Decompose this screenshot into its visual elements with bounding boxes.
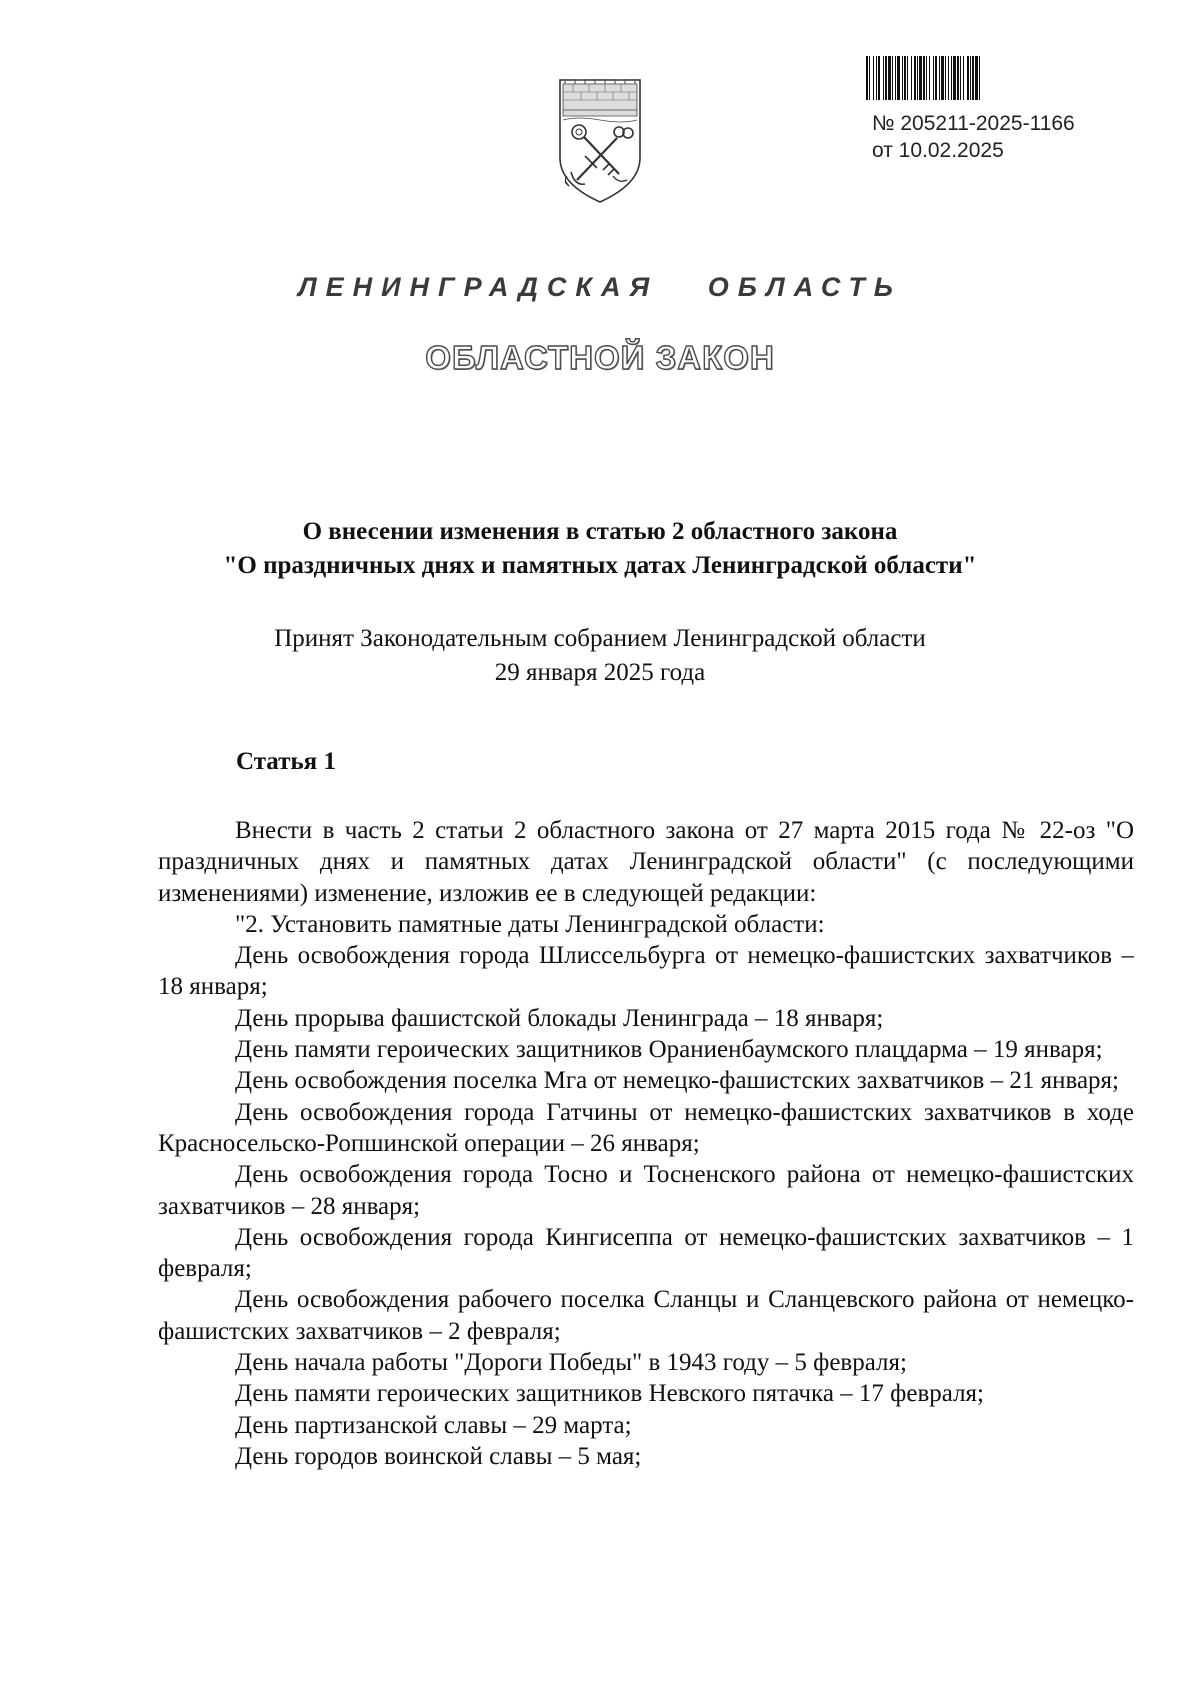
barcode-bar — [967, 56, 969, 100]
registration-date: от 10.02.2025 — [872, 139, 1004, 162]
adoption-line-1: Принят Законодательным собранием Ленинградской области — [274, 625, 926, 652]
adoption-line-2: 29 января 2025 года — [494, 659, 706, 686]
adoption-note — [0, 622, 1200, 690]
paragraph: День освобождения города Тосно и Тосненского района от немецко-фашистских захватчиков – 28 января; — [158, 1161, 1134, 1220]
paragraph: День городов воинской славы – 5 мая; — [235, 1442, 642, 1470]
barcode-bar — [935, 56, 937, 100]
region-name: ЛЕНИНГРАДСКАЯ ОБЛАСТЬ — [298, 272, 902, 302]
barcode-bar — [939, 56, 940, 100]
paragraph: День освобождения города Гатчины от немецко-фашистских захватчиков в ходе Красносельско-Ропшинской операции – 26 января; — [158, 1098, 1134, 1157]
paragraph: День освобождения рабочего поселка Сланцы и Сланцевского района от немецко-фашистских захватчиков – 2 февраля; — [158, 1286, 1134, 1345]
paragraph: День освобождения города Кингисеппа от немецко-фашистских захватчиков – 1 февраля; — [158, 1223, 1134, 1283]
barcode-bar — [970, 56, 971, 100]
paragraph: День партизанской славы – 29 марта; — [235, 1411, 632, 1439]
shield-icon — [557, 76, 643, 206]
barcode-bar — [953, 56, 956, 100]
barcode-bar — [979, 56, 980, 100]
registration-number: № 205211-2025-1166 — [872, 112, 1075, 135]
article-body — [158, 815, 1134, 1472]
paragraph: День начала работы "Дороги Победы" в 1943 году – 5 февраля; — [235, 1349, 907, 1377]
barcode-bar — [907, 56, 908, 100]
barcode-bar — [957, 56, 959, 100]
paragraph: День памяти героических защитников Невского пятачка – 17 февраля; — [235, 1380, 984, 1408]
barcode-bar — [929, 56, 930, 100]
law-title-line-2: "О праздничных днях и памятных датах Ленинградской области" — [223, 552, 977, 579]
barcode-bar — [895, 56, 896, 100]
barcode-bar — [904, 56, 906, 100]
barcode-bar — [951, 56, 952, 100]
barcode-bar — [897, 56, 900, 100]
document-type: ОБЛАСТНОЙ ЗАКОН — [425, 339, 775, 376]
barcode-graphic — [864, 56, 1128, 100]
barcode-bar — [902, 56, 903, 100]
barcode-bar — [945, 56, 946, 100]
barcode-bar — [911, 56, 912, 100]
paragraph: "2. Установить памятные даты Ленинградской области: — [235, 910, 825, 938]
barcode-bar — [960, 56, 961, 100]
barcode-bar — [975, 56, 978, 100]
barcode-bar — [869, 56, 870, 100]
barcode-bar — [923, 56, 925, 100]
barcode-bar — [876, 56, 877, 100]
coat-of-arms-emblem — [557, 76, 643, 206]
barcode — [864, 56, 1128, 100]
barcode-bar — [926, 56, 927, 100]
barcode-bar — [878, 56, 880, 100]
law-title — [0, 515, 1200, 583]
barcode-bar — [888, 56, 891, 100]
barcode-bar — [917, 56, 918, 100]
registration-stamp — [872, 110, 1075, 164]
barcode-bar — [948, 56, 949, 100]
paragraph: День памяти героических защитников Ораниенбаумского плацдарма – 19 января; — [235, 1036, 1103, 1064]
paragraph: День освобождения города Шлиссельбурга от немецко-фашистских захватчиков – 18 января; — [158, 942, 1134, 1001]
paragraph: Внести в часть 2 статьи 2 областного закона от 27 марта 2015 года № 22-оз "О праздничных днях и памятных датах Ленинградской области" (с последующими изменениями) изменение, изложив ее в следующей редакции: — [158, 817, 1134, 907]
article-heading: Статья 1 — [236, 748, 336, 775]
barcode-bar — [866, 56, 868, 100]
barcode-bar — [885, 56, 887, 100]
barcode-bar — [883, 56, 884, 100]
barcode-bar — [941, 56, 944, 100]
barcode-bar — [963, 56, 964, 100]
barcode-bar — [972, 56, 974, 100]
paragraph: День прорыва фашистской блокады Ленинграда – 18 января; — [235, 1004, 884, 1032]
barcode-bar — [919, 56, 922, 100]
barcode-bar — [873, 56, 874, 100]
barcode-bar — [892, 56, 893, 100]
law-title-line-1: О внесении изменения в статью 2 областного закона — [302, 518, 898, 545]
paragraph: День освобождения поселка Мга от немецко-фашистских захватчиков – 21 января; — [235, 1067, 1119, 1095]
barcode-bar — [914, 56, 916, 100]
barcode-bar — [933, 56, 934, 100]
